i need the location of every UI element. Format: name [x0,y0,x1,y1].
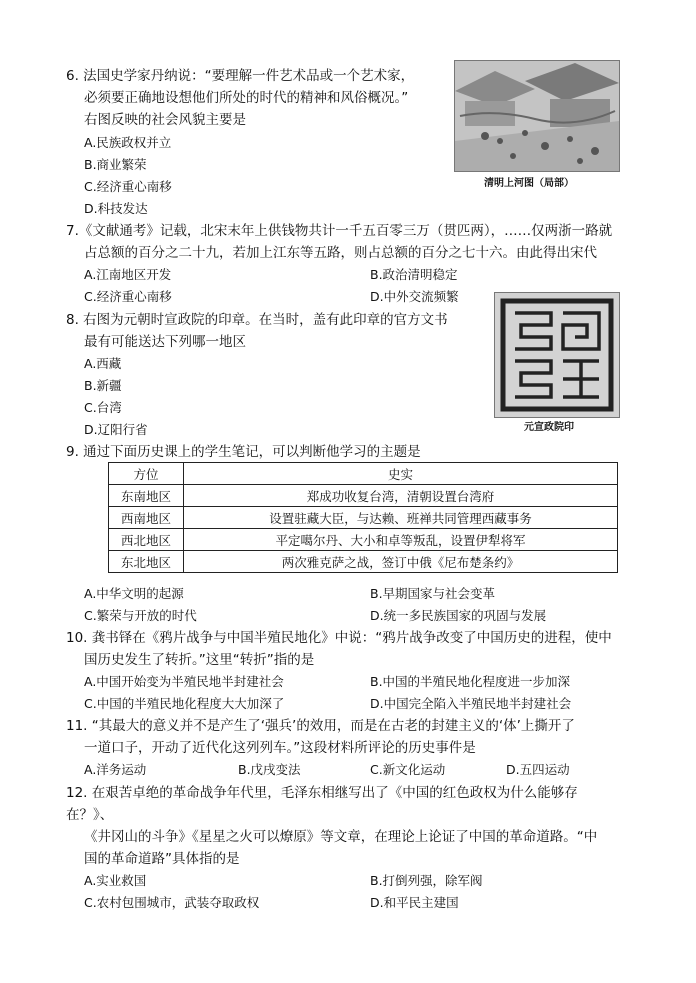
row-fact: 设置驻藏大臣，与达赖、班禅共同管理西藏事务 [184,507,618,529]
header-facts: 史实 [184,463,618,485]
q11-option-c: C.新文化运动 [370,762,446,777]
q10-option-a: A.中国开始变为半殖民地半封建社会 [84,674,284,689]
q10-stem-line1: 10. 龚书铎在《鸦片战争与中国半殖民地化》中说：“鸦片战争改变了中国历史的进程，使中 [66,630,612,646]
q12-option-c: C.农村包围城市，武装夺取政权 [84,895,260,910]
q9-option-b: B.早期国家与社会变革 [370,586,496,601]
table-row [109,529,618,551]
q11-option-d: D.五四运动 [506,762,570,777]
row-region: 西北地区 [109,529,184,551]
seal-image [494,292,620,418]
q6-stem-line2: 必须要正确地设想他们所处的时代的精神和风俗概况。” [84,90,409,106]
q6-option-a: A.民族政权并立 [84,135,172,150]
q9-option-d: D.统一多民族国家的巩固与发展 [370,608,547,623]
q6-option-b: B.商业繁荣 [84,157,147,172]
row-fact: 两次雅克萨之战，签订中俄《尼布楚条约》 [184,551,618,573]
table-header-row [109,463,618,485]
q8-option-d: D.辽阳行省 [84,422,148,437]
q8-option-b: B.新疆 [84,378,122,393]
q7-option-b: B.政治清明稳定 [370,267,458,282]
q12-stem-line4: 国的革命道路”具体指的是 [84,851,240,867]
seal-caption: 元宣政院印 [524,422,574,433]
q6-option-c: C.经济重心南移 [84,179,172,194]
qingming-painting-image [454,60,620,172]
q10-option-b: B.中国的半殖民地化程度进一步加深 [370,674,571,689]
q8-option-a: A.西藏 [84,356,122,371]
table-row [109,551,618,573]
q11-option-a: A.洋务运动 [84,762,147,777]
row-fact: 平定噶尔丹、大小和卓等叛乱，设置伊犁将军 [184,529,618,551]
table-row [109,507,618,529]
q9-option-a: A.中华文明的起源 [84,586,184,601]
q8-stem-line1: 8. 右图为元朝时宣政院的印章。在当时，盖有此印章的官方文书 [66,312,448,328]
q11-option-b: B.戊戌变法 [238,762,301,777]
q6-stem-line3: 右图反映的社会风貌主要是 [84,112,246,128]
q12-option-b: B.打倒列强，除军阀 [370,873,483,888]
q12-option-a: A.实业救国 [84,873,147,888]
q10-stem-line2: 国历史发生了转折。”这里“转折”指的是 [84,652,315,668]
history-notes-table [108,462,618,573]
q8-stem-line2: 最有可能送达下列哪一地区 [84,334,246,350]
table-row [109,485,618,507]
q10-option-c: C.中国的半殖民地化程度大大加深了 [84,696,285,711]
q12-stem-line3: 《井冈山的斗争》《星星之火可以燎原》等文章，在理论上论证了中国的革命道路。“中 [84,829,598,845]
row-region: 西南地区 [109,507,184,529]
q7-option-d: D.中外交流频繁 [370,289,459,304]
header-direction: 方位 [109,463,184,485]
row-region: 东南地区 [109,485,184,507]
q9-option-c: C.繁荣与开放的时代 [84,608,197,623]
row-region: 东北地区 [109,551,184,573]
q6-stem-line1: 6. 法国史学家丹纳说：“要理解一件艺术品或一个艺术家， [66,68,415,84]
q7-option-c: C.经济重心南移 [84,289,172,304]
q8-option-c: C.台湾 [84,400,122,415]
q6-option-d: D.科技发达 [84,201,148,216]
q7-stem-line2: 占总额的百分之二十九，若加上江东等五路，则占总额的百分之七十六。由此得出宋代 [84,245,597,261]
q7-option-a: A.江南地区开发 [84,267,172,282]
q10-option-d: D.中国完全陷入半殖民地半封建社会 [370,696,572,711]
row-fact: 郑成功收复台湾，清朝设置台湾府 [184,485,618,507]
q12-stem-line1: 12. 在艰苦卓绝的革命战争年代里，毛泽东相继写出了《中国的红色政权为什么能够存 [66,785,578,801]
qingming-caption: 清明上河图（局部） [484,178,574,189]
q7-stem-line1: 7.《文献通考》记载，北宋末年上供钱物共计一千五百零三万（贯匹两），……仅两浙一路就 [66,223,613,239]
q12-option-d: D.和平民主建国 [370,895,459,910]
q12-stem-line2: 在？》、 [66,807,114,823]
q11-stem-line1: 11. “其最大的意义并不是产生了‘强兵’的效用，而是在古老的封建主义的‘体’上撕开了 [66,718,575,734]
q9-stem: 9. 通过下面历史课上的学生笔记，可以判断他学习的主题是 [66,444,421,460]
q11-stem-line2: 一道口子，开动了近代化这列列车。”这段材料所评论的历史事件是 [84,740,476,756]
